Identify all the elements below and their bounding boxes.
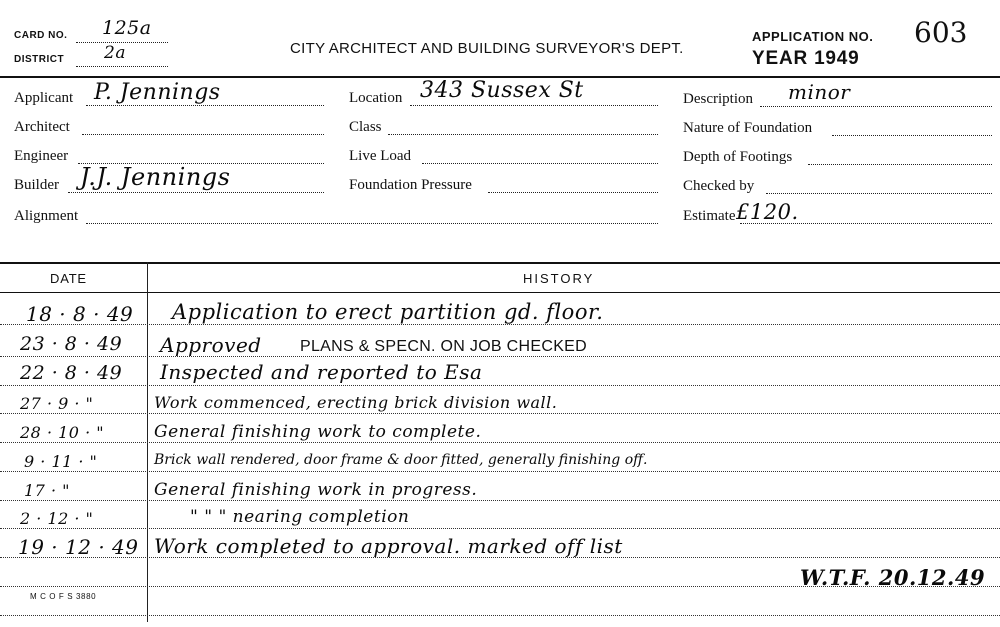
row-date: 23 · 8 · 49 xyxy=(20,333,123,355)
row-date: 9 · 11 · " xyxy=(24,452,98,471)
row-entry: Approved xyxy=(160,333,262,357)
row-rule xyxy=(0,528,1000,529)
applicant-value: P. Jennings xyxy=(94,80,221,105)
row-rule xyxy=(0,442,1000,443)
class-label: Class xyxy=(349,119,382,135)
checked-by-label: Checked by xyxy=(683,178,755,194)
description-value: minor xyxy=(788,80,851,104)
application-label: APPLICATION NO. xyxy=(752,29,874,44)
description-line xyxy=(760,106,992,107)
application-number: 603 xyxy=(914,16,968,49)
class-line xyxy=(388,134,658,135)
district-line xyxy=(76,66,168,67)
nature-of-foundation-label: Nature of Foundation xyxy=(683,120,813,136)
engineer-label: Engineer xyxy=(14,148,69,164)
estimate-value: £120. xyxy=(736,200,799,224)
district-label: DISTRICT xyxy=(14,54,65,65)
row-date: 2 · 12 · " xyxy=(20,509,94,528)
live-load-label: Live Load xyxy=(349,148,412,164)
builder-value: J.J. Jennings xyxy=(80,163,231,191)
form-code: M C O F S 3880 xyxy=(30,592,97,601)
row-date: 19 · 12 · 49 xyxy=(18,535,139,559)
card-no-value: 125a xyxy=(102,17,152,39)
row-rule xyxy=(0,413,1000,414)
row-rule xyxy=(0,385,1000,386)
architect-label: Architect xyxy=(14,119,70,135)
district-value: 2a xyxy=(104,43,126,63)
row-entry: " " " nearing completion xyxy=(190,507,410,527)
row-date: 27 · 9 · " xyxy=(20,394,94,413)
approval-stamp: PLANS & SPECN. ON JOB CHECKED xyxy=(300,338,587,355)
row-entry: Brick wall rendered, door frame & door fitted, generally finishing off. xyxy=(154,452,648,468)
row-rule xyxy=(0,615,1000,616)
row-date: 17 · " xyxy=(24,481,70,500)
row-date: 22 · 8 · 49 xyxy=(20,362,123,384)
architect-line xyxy=(82,134,324,135)
location-label: Location xyxy=(349,90,403,106)
alignment-line xyxy=(86,223,658,224)
live-load-line xyxy=(422,163,658,164)
card-no-label: CARD NO. xyxy=(14,30,68,41)
applicant-line xyxy=(86,105,324,106)
row-rule xyxy=(0,324,1000,325)
table-header-rule xyxy=(0,292,1000,293)
row-entry: Application to erect partition gd. floor. xyxy=(172,300,604,324)
inspector-signature: W.T.F. 20.12.49 xyxy=(800,565,986,590)
table-top-rule xyxy=(0,262,1000,264)
applicant-label: Applicant xyxy=(14,90,74,106)
foundation-pressure-line xyxy=(488,192,658,193)
checked-by-line xyxy=(766,193,992,194)
location-value: 343 Sussex St xyxy=(420,78,584,103)
date-column-header: DATE xyxy=(50,271,87,286)
depth-of-footings-line xyxy=(808,164,992,165)
department-title: CITY ARCHITECT AND BUILDING SURVEYOR'S DEPT. xyxy=(290,40,684,57)
row-entry: Inspected and reported to Esa xyxy=(160,360,483,384)
row-entry: General finishing work in progress. xyxy=(154,480,478,500)
alignment-label: Alignment xyxy=(14,208,79,224)
row-date: 18 · 8 · 49 xyxy=(26,302,134,326)
location-line xyxy=(410,105,658,106)
history-column-header: HISTORY xyxy=(523,271,595,286)
builder-line xyxy=(68,192,324,193)
builder-label: Builder xyxy=(14,177,59,193)
depth-of-footings-label: Depth of Footings xyxy=(683,149,793,165)
row-date: 28 · 10 · " xyxy=(20,423,105,442)
row-entry: General finishing work to complete. xyxy=(154,422,482,442)
row-entry: Work commenced, erecting brick division wall. xyxy=(154,393,558,412)
row-rule xyxy=(0,356,1000,357)
estimate-label: Estimate xyxy=(683,208,736,224)
row-rule xyxy=(0,471,1000,472)
nature-of-foundation-line xyxy=(832,135,992,136)
row-entry: Work completed to approval. marked off list xyxy=(154,534,623,558)
row-rule xyxy=(0,500,1000,501)
year-label: YEAR 1949 xyxy=(752,48,860,69)
description-label: Description xyxy=(683,91,753,107)
foundation-pressure-label: Foundation Pressure xyxy=(349,177,472,193)
